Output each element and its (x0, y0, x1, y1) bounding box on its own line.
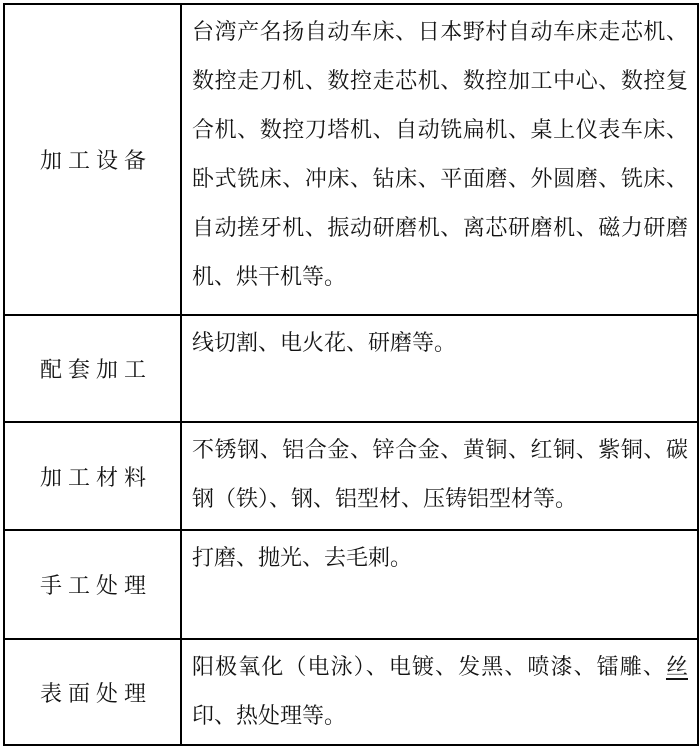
row-label: 手工处理 (4, 530, 181, 639)
row-label: 配套加工 (4, 315, 181, 422)
row-content (181, 422, 698, 530)
table-row-manual-processing (4, 530, 698, 639)
row-label: 表面处理 (4, 639, 181, 745)
table-row-processing-equipment (4, 4, 698, 315)
table-row-supporting-processing (4, 315, 698, 422)
row-content (181, 530, 698, 639)
content-text: 阳极氧化（电泳）、电镀、发黑、喷漆、镭雕、 (192, 654, 666, 679)
row-content (181, 315, 698, 422)
capabilities-table (3, 3, 699, 746)
content-text: 线切割、电火花、研磨等。 (192, 330, 457, 355)
content-text: 不锈钢、铝合金、锌合金、黄铜、红铜、紫铜、碳钢（铁）、钢、铝型材、压铸铝型材等。 (192, 437, 688, 511)
row-content (181, 639, 698, 745)
content-text: 台湾产名扬自动车床、日本野村自动车床走芯机、数控走刀机、数控走芯机、数控加工中心、数控复合机、数控刀塔机、自动铣扁机、桌上仪表车床、卧式铣床、冲床、钻床、平面磨、外圆磨、铣床、自动搓牙机、振动研磨机、离芯研磨机、磁力研磨机、烘干机等。 (192, 19, 688, 289)
content-text-underlined: 丝 (665, 654, 688, 679)
row-content (181, 4, 698, 315)
row-label: 加工设备 (4, 4, 181, 315)
content-text: 印、热处理等。 (192, 703, 347, 728)
table-row-processing-materials (4, 422, 698, 530)
row-label: 加工材料 (4, 422, 181, 530)
table-row-surface-treatment (4, 639, 698, 745)
content-text: 打磨、抛光、去毛刺。 (192, 545, 413, 570)
